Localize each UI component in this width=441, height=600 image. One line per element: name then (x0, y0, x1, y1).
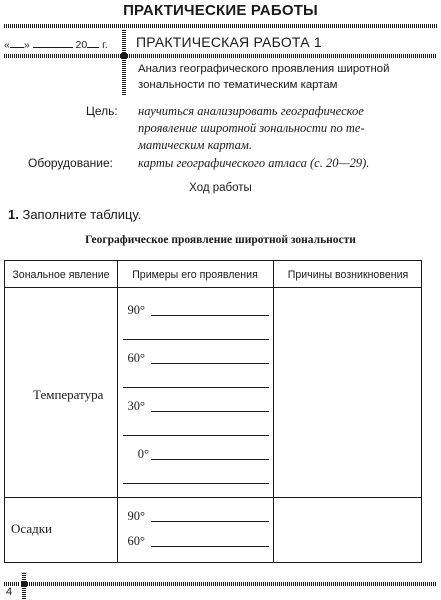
date-open-quote: « (4, 39, 10, 51)
work-title: ПРАКТИЧЕСКАЯ РАБОТА 1 (136, 34, 322, 50)
table-caption: Географическое проявление широтной зональности (85, 234, 356, 246)
latitude-label: 90° (127, 303, 145, 317)
latitude-label: 90° (127, 509, 145, 523)
column-header-causes: Причины возникновения (287, 269, 409, 281)
answer-line[interactable] (123, 387, 269, 388)
day-blank (10, 38, 24, 48)
goal-text-line-1: научиться анализировать географическое (138, 104, 364, 118)
footer-vertical-rule-lower (22, 587, 26, 599)
task-1-number: 1. (8, 207, 19, 222)
work-subtitle-line-2: зональности по тематическим картам (138, 79, 338, 91)
footer-rule-right (27, 582, 437, 586)
goal-label: Цель: (86, 104, 118, 118)
latitude-label: 0° (137, 447, 149, 461)
column-divider-2 (273, 261, 274, 562)
date-year-suffix: г. (102, 39, 108, 51)
latitude-label: 60° (127, 351, 145, 365)
row-label-precipitation: Осадки (11, 521, 52, 536)
answer-line[interactable] (151, 411, 269, 412)
answer-line[interactable] (123, 435, 269, 436)
work-subtitle-line-1: Анализ географического проявления широтной (138, 63, 390, 75)
answer-line[interactable] (123, 339, 269, 340)
goal-text-line-2: проявление широтной зональности по те- (138, 121, 365, 135)
date-close-quote: » (23, 39, 30, 51)
date-line (4, 38, 108, 51)
latitude-label: 30° (127, 399, 145, 413)
zonality-table (4, 260, 422, 563)
column-divider-1 (117, 261, 118, 562)
work-subtitle (138, 61, 438, 93)
answer-line[interactable] (151, 459, 269, 460)
date-year: 20 (75, 39, 88, 51)
row-divider (5, 497, 421, 498)
month-blank (33, 38, 73, 48)
answer-line[interactable] (151, 546, 269, 547)
answer-line[interactable] (123, 483, 269, 484)
progress-heading: Ход работы (189, 182, 252, 194)
vertical-rule-bottom (122, 59, 126, 95)
title-underline-rule (127, 54, 437, 58)
column-header-phenomenon: Зональное явление (12, 269, 110, 281)
equipment-text: карты географического атласа (с. 20—29). (138, 156, 370, 170)
date-underline-rule (4, 54, 121, 58)
task-1 (8, 207, 141, 222)
header-divider (4, 24, 437, 28)
goal-text (138, 103, 440, 154)
equipment-label: Оборудование: (28, 156, 113, 170)
header-row-divider (5, 287, 421, 288)
answer-line[interactable] (151, 363, 269, 364)
row-label-temperature: Температура (33, 387, 104, 402)
vertical-rule-top (122, 30, 126, 53)
answer-line[interactable] (151, 521, 269, 522)
goal-text-line-3: матическим картам. (138, 138, 253, 152)
column-header-examples: Примеры его проявления (132, 269, 258, 281)
latitude-label: 60° (127, 534, 145, 548)
answer-line[interactable] (151, 315, 269, 316)
year-blank (87, 38, 99, 48)
task-1-text: Заполните таблицу. (22, 207, 142, 222)
page-number: 4 (6, 586, 13, 598)
section-title: ПРАКТИЧЕСКИЕ РАБОТЫ (123, 2, 318, 19)
